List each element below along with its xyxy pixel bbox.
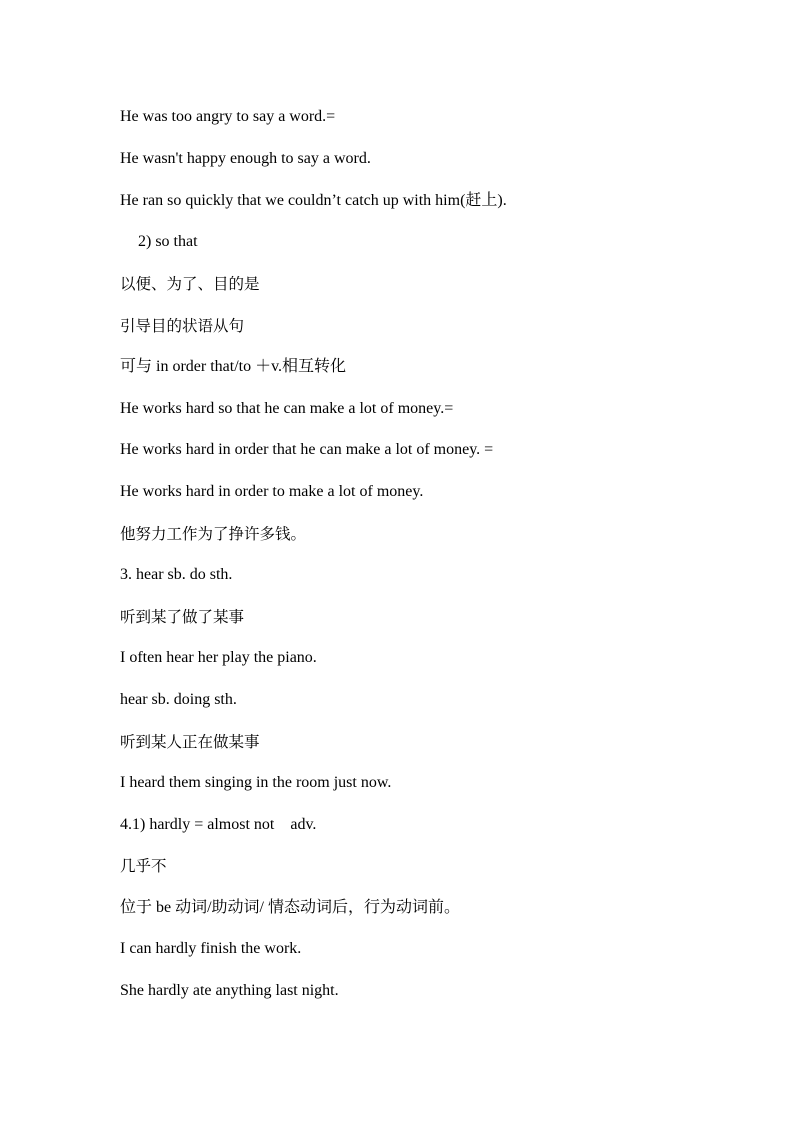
text-line: He works hard in order to make a lot of money. — [120, 483, 424, 500]
text-line: 引导目的状语从句 — [120, 317, 245, 335]
text-line: 听到某人正在做某事 — [120, 733, 260, 751]
text-line: He was too angry to say a word.= — [120, 108, 336, 125]
text-line: He works hard so that he can make a lot of money.= — [120, 400, 454, 417]
text-line: 位于 be 动词/助动词/ 情态动词后，行为动词前。 — [120, 899, 460, 916]
text-line: He works hard in order that he can make a lot of money. = — [120, 441, 494, 458]
text-line: I heard them singing in the room just now. — [120, 774, 392, 791]
text-line: hear sb. doing sth. — [120, 691, 237, 708]
text-line: 3. hear sb. do sth. — [120, 566, 233, 583]
text-line: 他努力工作为了挣许多钱。 — [120, 525, 307, 543]
text-line: He wasn't happy enough to say a word. — [120, 150, 371, 167]
text-line: 几乎不 — [120, 857, 167, 875]
text-line: I can hardly finish the work. — [120, 940, 302, 957]
text-line: 可与 in order that/to ＋v.相互转化 — [120, 358, 347, 375]
text-line: He ran so quickly that we couldn’t catch up with him(赶上). — [120, 192, 507, 209]
text-line: 4.1) hardly = almost not adv. — [120, 816, 317, 833]
text-line: 2) so that — [138, 233, 198, 250]
text-line: She hardly ate anything last night. — [120, 982, 339, 999]
text-line: 以便、为了、目的是 — [120, 275, 260, 293]
text-line: 听到某了做了某事 — [120, 608, 245, 626]
text-line: I often hear her play the piano. — [120, 649, 317, 666]
